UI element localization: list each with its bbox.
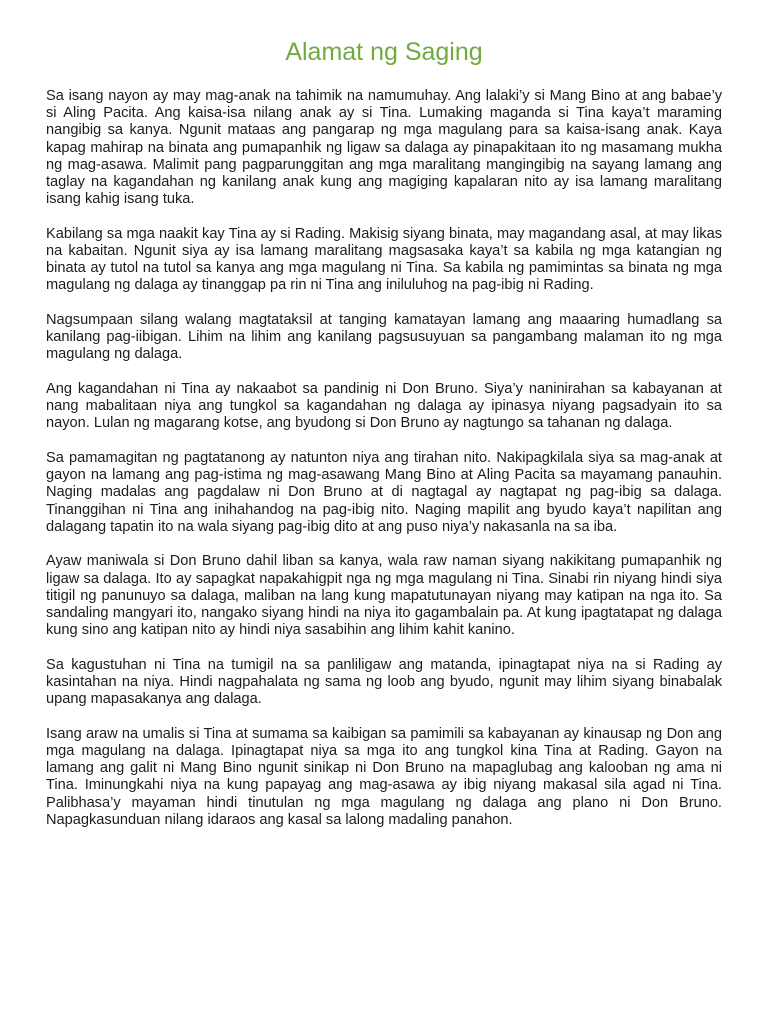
paragraph-6: Ayaw maniwala si Don Bruno dahil liban sa kanya, wala raw naman siyang nakikitang pumapanhik ng ligaw sa dalaga. Ito ay sapagkat napakahigpit nga ng mga magulang ni Tina. Sinabi rin niyang hindi siya titigil ng panunuyo sa dalaga, maliban na lang kung mapatutunayan niyang may katipan na nga ito. Sa sandaling mangyari ito, nangako siyang hindi na niya ito gagambalain pa. At kung ipagtatapat ng dalaga kung sino ang katipan nito ay hindi niya sasabihin ang lihim kahit kanino. <box>46 553 722 639</box>
paragraph-8: Isang araw na umalis si Tina at sumama sa kaibigan sa pamimili sa kabayanan ay kinausap ng Don ang mga magulang na dalaga. Ipinagtapat niya sa mga ito ang tungkol kina Tina at Rading. Gayon na lamang ang galit ni Mang Bino ngunit sinikap ni Don Bruno na mapaglubag ang kalooban ng ama ni Tina. Iminungkahi niya na kung papayag ang mag-asawa ay ibig niyang makasal sila agad ni Tina. Palibhasa’y mayaman hindi tinutulan ng mga magulang ng dalaga ang plano ni Don Bruno. Napagkasunduan nilang idaraos ang kasal sa lalong madaling panahon. <box>46 725 722 828</box>
paragraph-5: Sa pamamagitan ng pagtatanong ay natunton niya ang tirahan nito. Nakipagkilala siya sa mag-anak at gayon na lamang ang pag-istima ng mag-asawang Mang Bino at Aling Pacita sa mayamang panauhin. Naging madalas ang pagdalaw ni Don Bruno at di nagtagal ay nagtapat ng pag-ibig sa dalaga. Tinanggihan ni Tina ang inihahandog na pag-ibig nito. Naging mapilit ang byudo kaya’t napilitan ang dalagang tapatin ito na wala siyang pag-ibig dito at ang puso niya’y nakasanla na sa iba. <box>46 450 722 535</box>
paragraph-1: Sa isang nayon ay may mag-anak na tahimik na namumuhay. Ang lalaki’y si Mang Bino at ang babae’y si Aling Pacita. Ang kaisa-isa nilang anak ay si Tina. Lumaking maganda si Tina kaya’t maraming nangibig sa kanya. Ngunit mataas ang pangarap ng mga magulang para sa kaisa-isang anak. Kaya kapag mahirap na binata ang pumapanhik ng ligaw sa dalaga ay pinapakitaan ito ng masamang mukha ng mag-asawa. Malimit pang pagparunggitan ang mga maralitang mangingibig na sayang lamang ang taglay na kagandahan ng kanilang anak kung ang magiging kapalaran nito ay isa lamang maralitang isang kahig isang tuka. <box>46 88 722 208</box>
paragraph-2: Kabilang sa mga naakit kay Tina ay si Rading. Makisig siyang binata, may magandang asal, at may likas na kabaitan. Ngunit siya ay isa lamang maralitang magsasaka kaya’t sa kabila ng mga katangian ng binata ay tutol na tutol sa kanya ang mga magulang ni Tina. Sa kabila ng pamimintas sa binata ng mga magulang ng dalaga ay tinanggap pa rin ni Tina ang iniluluhog na pag-ibig ni Rading. <box>46 225 722 294</box>
paragraph-7: Sa kagustuhan ni Tina na tumigil na sa panliligaw ang matanda, ipinagtapat niya na si Rading ay kasintahan na niya. Hindi nagpahalata ng sama ng loob ang byudo, ngunit may lihim siyang binabalak upang mapasakanya ang dalaga. <box>46 656 722 708</box>
document-title: Alamat ng Saging <box>285 38 483 66</box>
paragraph-3: Nagsumpaan silang walang magtataksil at tanging kamatayan lamang ang maaaring humadlang sa kanilang pag-iibigan. Lihim na lihim ang kanilang pagsusuyuan sa pangambang malaman ito ng mga magulang ng dalaga. <box>46 312 722 363</box>
paragraph-4: Ang kagandahan ni Tina ay nakaabot sa pandinig ni Don Bruno. Siya’y naninirahan sa kabayanan at nang mabalitaan niya ang tungkol sa kagandahan ng dalaga ay ipinasya niyang pagsadyain ito sa nayon. Lulan ng magarang kotse, ang byudong si Don Bruno ay nagtungo sa tahanan ng dalaga. <box>46 381 722 432</box>
